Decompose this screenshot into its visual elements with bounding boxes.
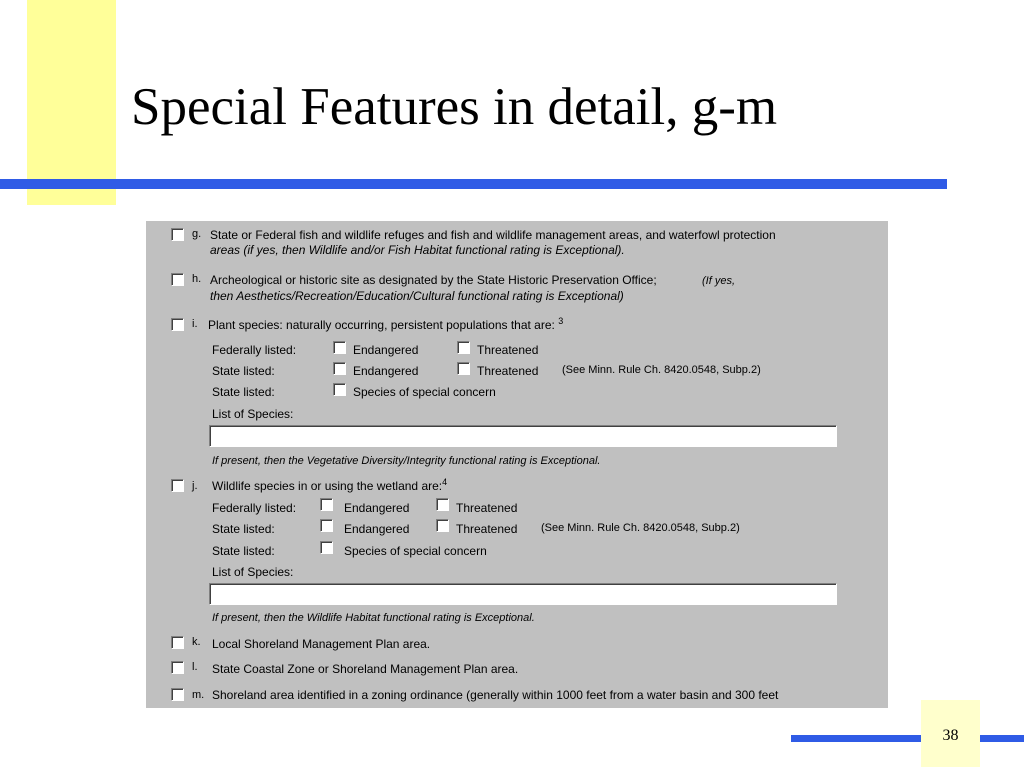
item-letter-k: k. [192, 636, 201, 648]
checkbox-j[interactable] [171, 479, 184, 492]
slide-title: Special Features in detail, g-m [131, 78, 778, 136]
item-j-label: Wildlife species in or using the wetland are: [212, 479, 443, 493]
footer-rule-right [980, 735, 1024, 742]
item-letter-m: m. [192, 689, 205, 701]
item-i-text [208, 318, 563, 332]
item-letter-l: l. [192, 661, 198, 673]
wildlife-federal-threatened-label: Threatened [456, 501, 518, 515]
item-l-text: State Coastal Zone or Shoreland Management Plan area. [212, 662, 519, 676]
checkbox-g[interactable] [171, 228, 184, 241]
title-rule [0, 179, 947, 189]
item-letter-h: h. [192, 273, 202, 285]
special-features-form [146, 221, 888, 708]
plant-state-threatened-label: Threatened [477, 364, 539, 378]
item-g-note: areas (if yes, then Wildlife and/or Fish Habitat functional rating is Exceptional). [210, 243, 625, 257]
item-letter-i-text: i. [192, 318, 198, 330]
wildlife-state-label: State listed: [212, 522, 275, 536]
plant-state-endangered-checkbox[interactable] [333, 362, 346, 375]
wildlife-list-label: List of Species: [212, 565, 294, 579]
wildlife-rule-note: (See Minn. Rule Ch. 8420.0548, Subp.2) [541, 522, 740, 534]
plant-species-list-input[interactable] [209, 425, 837, 447]
plant-state-concern-label: Species of special concern [353, 385, 496, 399]
plant-state-concern-checkbox[interactable] [333, 383, 346, 396]
wildlife-state-concern-label: Species of special concern [344, 544, 487, 558]
footnote-4: 4 [442, 477, 448, 487]
wildlife-state-threatened-checkbox[interactable] [436, 519, 449, 532]
plant-state-label-2: State listed: [212, 385, 275, 399]
footer-rule-left [791, 735, 921, 742]
item-letter-j [192, 479, 198, 493]
wildlife-state-concern-checkbox[interactable] [320, 541, 333, 554]
checkbox-k[interactable] [171, 636, 184, 649]
wildlife-state-endangered-label: Endangered [344, 522, 410, 536]
yellow-accent-bar [27, 0, 116, 205]
footnote-3: 3 [558, 316, 564, 326]
checkbox-l[interactable] [171, 661, 184, 674]
plant-state-endangered-label: Endangered [353, 364, 419, 378]
checkbox-i[interactable] [171, 318, 184, 331]
wildlife-rating-note: If present, then the Wildlife Habitat functional rating is Exceptional. [212, 612, 535, 624]
plant-state-label: State listed: [212, 364, 275, 378]
wildlife-state-threatened-label: Threatened [456, 522, 518, 536]
item-h-note: then Aesthetics/Recreation/Education/Cultural functional rating is Exceptional) [210, 289, 624, 303]
item-letter-i [192, 317, 198, 331]
item-m-text: Shoreland area identified in a zoning ordinance (generally within 1000 feet from a water basin and 300 feet [212, 688, 779, 702]
plant-list-label: List of Species: [212, 407, 294, 421]
plant-federal-threatened-checkbox[interactable] [457, 341, 470, 354]
wildlife-federal-label: Federally listed: [212, 501, 297, 515]
item-letter-g: g. [192, 228, 202, 240]
item-h-note-start: (If yes, [702, 275, 736, 287]
item-h-text: Archeological or historic site as designated by the State Historic Preservation Office; [210, 273, 657, 287]
plant-federal-label: Federally listed: [212, 343, 297, 357]
plant-rule-note: (See Minn. Rule Ch. 8420.0548, Subp.2) [562, 364, 761, 376]
plant-rating-note: If present, then the Vegetative Diversity/Integrity functional rating is Exceptional. [212, 455, 601, 467]
plant-federal-endangered-label: Endangered [353, 343, 419, 357]
wildlife-federal-threatened-checkbox[interactable] [436, 498, 449, 511]
plant-federal-threatened-label: Threatened [477, 343, 539, 357]
wildlife-federal-endangered-label: Endangered [344, 501, 410, 515]
item-k-text: Local Shoreland Management Plan area. [212, 637, 431, 651]
checkbox-m[interactable] [171, 688, 184, 701]
wildlife-state-label-2: State listed: [212, 544, 275, 558]
item-i-label: Plant species: naturally occurring, persistent populations that are: [208, 318, 555, 332]
item-letter-j-text: j. [192, 480, 198, 492]
wildlife-state-endangered-checkbox[interactable] [320, 519, 333, 532]
item-j-text [212, 479, 447, 493]
page-number: 38 [942, 727, 959, 744]
item-g-text: State or Federal fish and wildlife refuges and fish and wildlife management areas, and waterfowl protection [210, 228, 776, 242]
wildlife-federal-endangered-checkbox[interactable] [320, 498, 333, 511]
plant-state-threatened-checkbox[interactable] [457, 362, 470, 375]
checkbox-h[interactable] [171, 273, 184, 286]
wildlife-species-list-input[interactable] [209, 583, 837, 605]
plant-federal-endangered-checkbox[interactable] [333, 341, 346, 354]
